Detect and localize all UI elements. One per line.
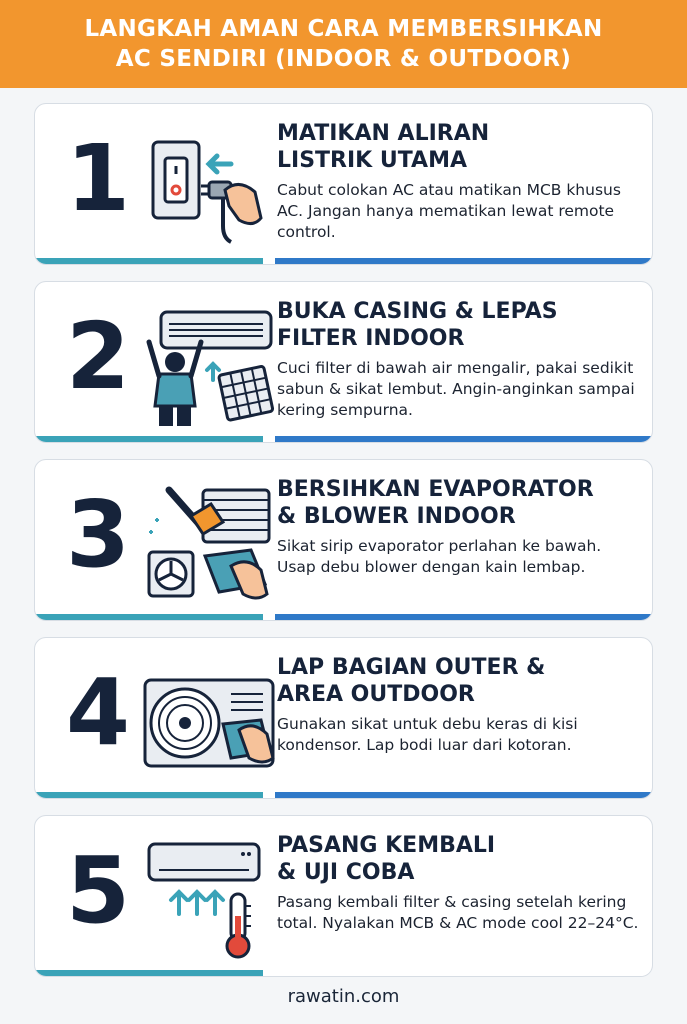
power-switch-plug-icon [139, 120, 279, 250]
step-title [277, 120, 642, 174]
step-card-4 [34, 637, 653, 799]
step-title-line: PASANG KEMBALI [277, 833, 496, 858]
step-title-line: MATIKAN ALIRAN [277, 121, 490, 146]
brush-evaporator-blower-icon [139, 476, 279, 606]
step-description: Gunakan sikat untuk debu keras di kisi kondensor. Lap bodi luar dari kotoran. [277, 715, 578, 754]
step-title [277, 832, 642, 886]
card-accent-bar [35, 792, 652, 798]
step-number: 2 [65, 303, 130, 410]
step-title-line: FILTER INDOOR [277, 326, 465, 351]
card-accent-bar [35, 436, 652, 442]
step-title-line: & BLOWER INDOOR [277, 504, 516, 529]
header-banner [0, 0, 687, 88]
title-line-2: AC SENDIRI (INDOOR & OUTDOOR) [115, 46, 572, 72]
step-description: Sikat sirip evaporator perlahan ke bawah. Usap debu blower dengan kain lembap. [277, 537, 602, 576]
step-number: 4 [65, 659, 130, 766]
step-title [277, 476, 642, 530]
step-description: Cabut colokan AC atau matikan MCB khusus AC. Jangan hanya mematikan lewat remote control. [277, 181, 621, 241]
step-title-line: LAP BAGIAN OUTER & [277, 655, 546, 680]
step-number: 1 [65, 125, 130, 232]
step-title-line: & UJI COBA [277, 860, 415, 885]
step-card-5 [34, 815, 653, 977]
step-title [277, 298, 642, 352]
card-accent-bar [35, 258, 652, 264]
title-line-1: LANGKAH AMAN CARA MEMBERSIHKAN [84, 16, 603, 42]
step-title [277, 654, 642, 708]
step-description: Cuci filter di bawah air mengalir, pakai sedikit sabun & sikat lembut. Angin-anginkan sampai kering sempurna. [277, 359, 635, 419]
step-title-line: BUKA CASING & LEPAS [277, 299, 558, 324]
step-card-2 [34, 281, 653, 443]
step-title-line: LISTRIK UTAMA [277, 148, 467, 173]
outdoor-unit-wipe-icon [139, 654, 279, 784]
step-title-line: BERSIHKAN EVAPORATOR [277, 477, 594, 502]
footer-site-link[interactable]: rawatin.com [287, 986, 400, 1007]
card-accent-bar [35, 614, 652, 620]
step-number: 3 [65, 481, 130, 588]
step-card-1 [34, 103, 653, 265]
step-number: 5 [65, 837, 130, 944]
step-description: Pasang kembali filter & casing setelah kering total. Nyalakan MCB & AC mode cool 22–24°C. [277, 893, 639, 932]
step-card-3 [34, 459, 653, 621]
step-title-line: AREA OUTDOOR [277, 682, 475, 707]
card-accent-bar [35, 970, 652, 976]
ac-cool-thermometer-icon [139, 832, 279, 962]
person-opening-ac-filter-icon [139, 298, 279, 428]
page-title [84, 14, 602, 74]
